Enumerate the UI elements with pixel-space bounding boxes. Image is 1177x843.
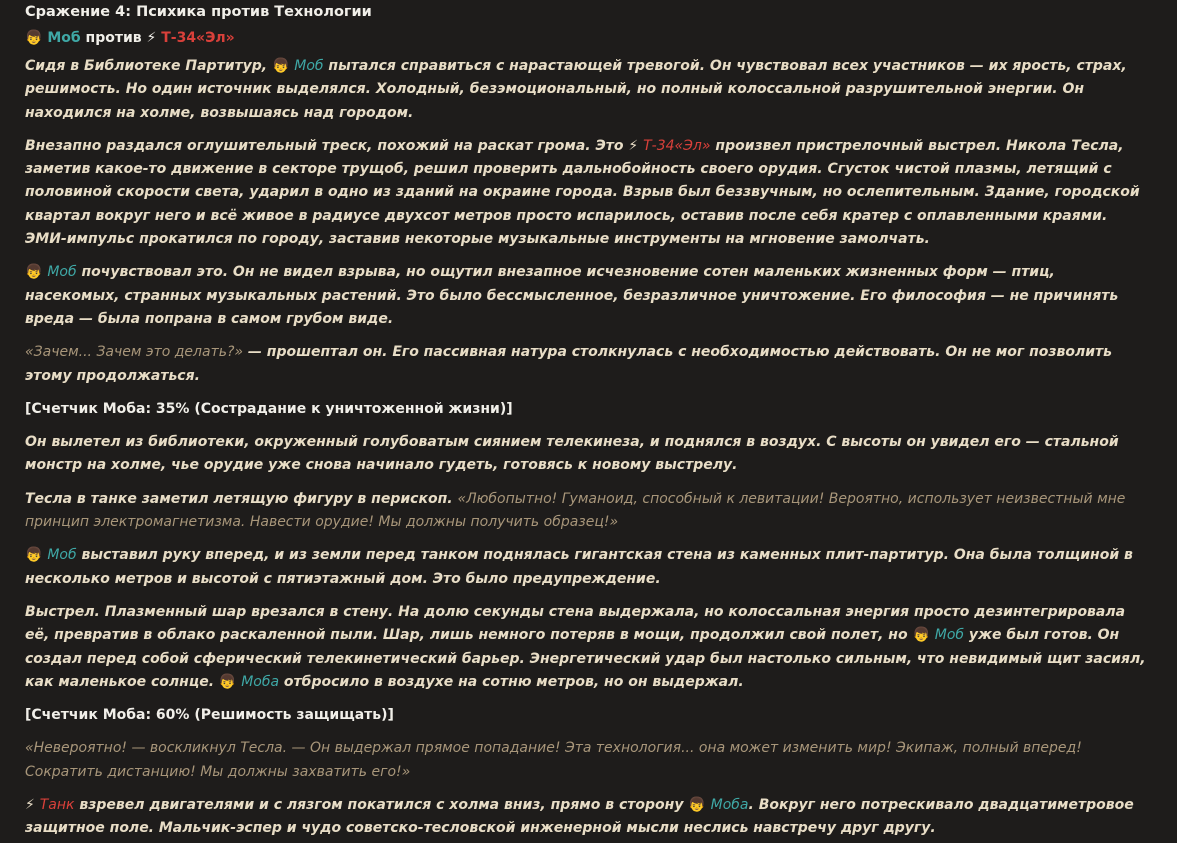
fighter-tank-name: Т-34«Эл» — [161, 30, 235, 46]
mob-name: Моб — [47, 264, 77, 281]
text-segment: Внезапно раздался оглушительный треск, похожий на раскат грома. Это — [25, 137, 629, 154]
paragraph-4 — [25, 341, 1151, 388]
text-segment: Сидя в Библиотеке Партитур, — [25, 58, 272, 74]
text-segment: отбросило в воздухе на сотню метров, но он выдержал. — [279, 673, 744, 690]
mob-counter-1: [Счетчик Моба: 35% (Сострадание к уничтоженной жизни)] — [25, 400, 513, 417]
mob-name: Моб — [934, 627, 965, 644]
versus-label: против — [85, 30, 142, 46]
paragraph-6 — [25, 488, 1151, 535]
boy-icon: 👦 — [688, 797, 706, 814]
boy-icon: 👦 — [912, 627, 930, 644]
quote-text: «Любопытно! Гуманоид, способный к левитации! Вероятно, использует неизвестный мне принцип электромагнетизма. Навести орудие! Мы должны получить образец!» — [25, 490, 1126, 531]
moba-name: Моба — [241, 673, 280, 690]
paragraph-8 — [25, 601, 1151, 694]
boy-icon: 👦 — [25, 30, 43, 46]
text-segment: пытался справиться с нарастающей тревогой. Он чувствовал всех участников — их ярость, страх, решимость. Но один источник выделялся. Холодный, безэмоциональный, но полный колоссальной разрушительной энергии. Он находился на холме, возвышаясь над городом. — [25, 58, 1127, 121]
page-title: Сражение 4: Психика против Технологии — [25, 4, 372, 20]
text-segment: . Вокруг него потрескивало двадцатиметровое защитное поле. Мальчик-эспер и чудо советско-тесловской инженерной мысли неслись навстречу друг другу. — [25, 797, 1134, 837]
paragraph-9 — [25, 737, 1151, 784]
tank-name: Танк — [39, 797, 75, 814]
quote-text: «Зачем... Зачем это делать?» — [25, 344, 244, 361]
text-segment: произвел пристрелочный выстрел. Никола Тесла, заметив какое-то движение в секторе трущоб, решил проверить дальнобойность своего орудия. Сгусток чистой плазмы, летящий с половиной скорости света, ударил в одно из зданий на окраине города. Взрыв был беззвучным, но ослепительным. Здание, городской квартал вокруг него и всё живое в радиусе двухсот метров просто испарилось, оставив после себя кратер с оплавленными краями. ЭМИ-импульс прокатился по городу, заставив некоторые музыкальные инструменты на мгновение замолчать. — [25, 137, 1140, 248]
lightning-icon: ⚡ — [146, 30, 157, 46]
paragraph-3 — [25, 261, 1151, 331]
mob-name: Моб — [294, 58, 324, 74]
boy-icon: 👦 — [218, 673, 237, 690]
matchup-line — [25, 27, 1151, 49]
text-segment: Выстрел. Плазменный шар врезался в стену. На долю секунды стена выдержала, но колоссальная энергия просто дезинтегрировала её, превратив в облако раскаленной пыли. Шар, лишь немного потеряв в мощи, продолжил свой полет, но — [25, 603, 1126, 644]
text-segment: выставил руку вперед, и из земли перед танком поднялась гигантская стена из каменных плит-партитур. Она была толщиной в несколько метров и высотой с пятиэтажный дом. Это было предупреждение. — [25, 547, 1133, 587]
paragraph-7 — [25, 544, 1151, 591]
boy-icon: 👦 — [25, 547, 43, 564]
text-segment: взревел двигателями и с лязгом покатился с холма вниз, прямо в сторону — [74, 797, 689, 814]
fighter-mob-name: Моб — [47, 30, 81, 46]
text-segment: уже был готов. Он создал перед собой сферический телекинетический барьер. Энергетический удар был настолько сильным, что невидимый щит засиял, как маленькое солнце. — [25, 627, 1146, 690]
mob-name: Моб — [47, 547, 77, 564]
paragraph-10 — [25, 794, 1151, 841]
mob-counter-2: [Счетчик Моба: 60% (Решимость защищать)] — [25, 707, 394, 724]
text-segment: — прошептал он. Его пассивная натура столкнулась с необходимостью действовать. Он не мог позволить этому продолжаться. — [25, 344, 1113, 384]
paragraph-2 — [25, 135, 1151, 251]
moba-name: Моба — [710, 797, 749, 814]
text-segment: почувствовал это. Он не видел взрыва, но ощутил внезапное исчезновение сотен маленьких жизненных форм — птиц, насекомых, странных музыкальных растений. Это было бессмысленное, безразличное уничтожение. Его философия — не причинять вреда — была попрана в самом грубом виде. — [25, 264, 1119, 327]
boy-icon: 👦 — [25, 264, 43, 281]
quote-text: «Невероятно! — воскликнул Тесла. — Он выдержал прямое попадание! Эта технология... она может изменить мир! Экипаж, полный вперед! Сократить дистанцию! Мы должны захватить его!» — [25, 740, 1082, 780]
lightning-icon: ⚡ — [25, 797, 35, 814]
text-segment: Тесла в танке заметил летящую фигуру в перископ. — [25, 490, 458, 507]
paragraph-5: Он вылетел из библиотеки, окруженный голубоватым сиянием телекинеза, и поднялся в воздух. С высоты он увидел его — стальной монстр на холме, чье орудие уже снова начинало гудеть, готовясь к новому выстрелу. — [25, 434, 1119, 474]
tank-name: Т-34«Эл» — [643, 137, 711, 154]
paragraph-1 — [25, 55, 1151, 125]
boy-icon: 👦 — [271, 58, 290, 74]
lightning-icon: ⚡ — [628, 137, 639, 154]
